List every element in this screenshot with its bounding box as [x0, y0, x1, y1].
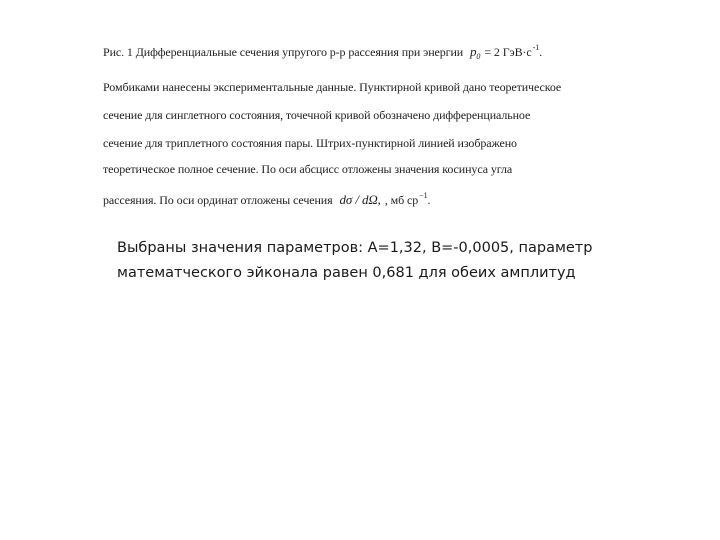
formula-superscript: -1: [532, 43, 540, 52]
caption-line-6-text: рассеяния. По оси ординат отложены сечения: [103, 193, 333, 207]
formula-momentum-symbol: p: [470, 44, 477, 59]
caption-line-1: [103, 44, 542, 60]
formula-subscript: 0: [476, 52, 481, 61]
note-line-2: математческого эйконала равен 0,681 для обеих амплитуд: [117, 265, 576, 281]
parameters-note: [117, 236, 637, 286]
caption-line-2: Ромбиками нанесены экспериментальные данные. Пунктирной кривой дано теоретическое: [103, 80, 562, 94]
note-line-1: Выбраны значения параметров: A=1,32, B=-0,0005, параметр: [117, 240, 593, 256]
cross-section-formula: dσ / dΩ,: [339, 192, 381, 207]
caption-line-1-text: Рис. 1 Дифференциальные сечения упругого p-p рассеяния при энергии: [103, 45, 464, 59]
caption-line-1-end: .: [539, 45, 542, 59]
units-text: , мб ср: [384, 193, 419, 207]
caption-line-4: сечение для триплетного состояния пары. Штрих-пунктирной линией изображено: [103, 136, 517, 150]
units-superscript: −1: [419, 191, 428, 200]
caption-line-6: [103, 192, 430, 208]
formula-value: = 2 ГэВ·с: [484, 45, 532, 59]
caption-line-3: сечение для синглетного состояния, точечной кривой обозначено дифференциальное: [103, 108, 531, 122]
caption-line-5: теоретическое полное сечение. По оси абсцисс отложены значения косинуса угла: [103, 162, 513, 176]
energy-formula: [470, 44, 480, 59]
caption-line-6-end: .: [427, 193, 431, 207]
